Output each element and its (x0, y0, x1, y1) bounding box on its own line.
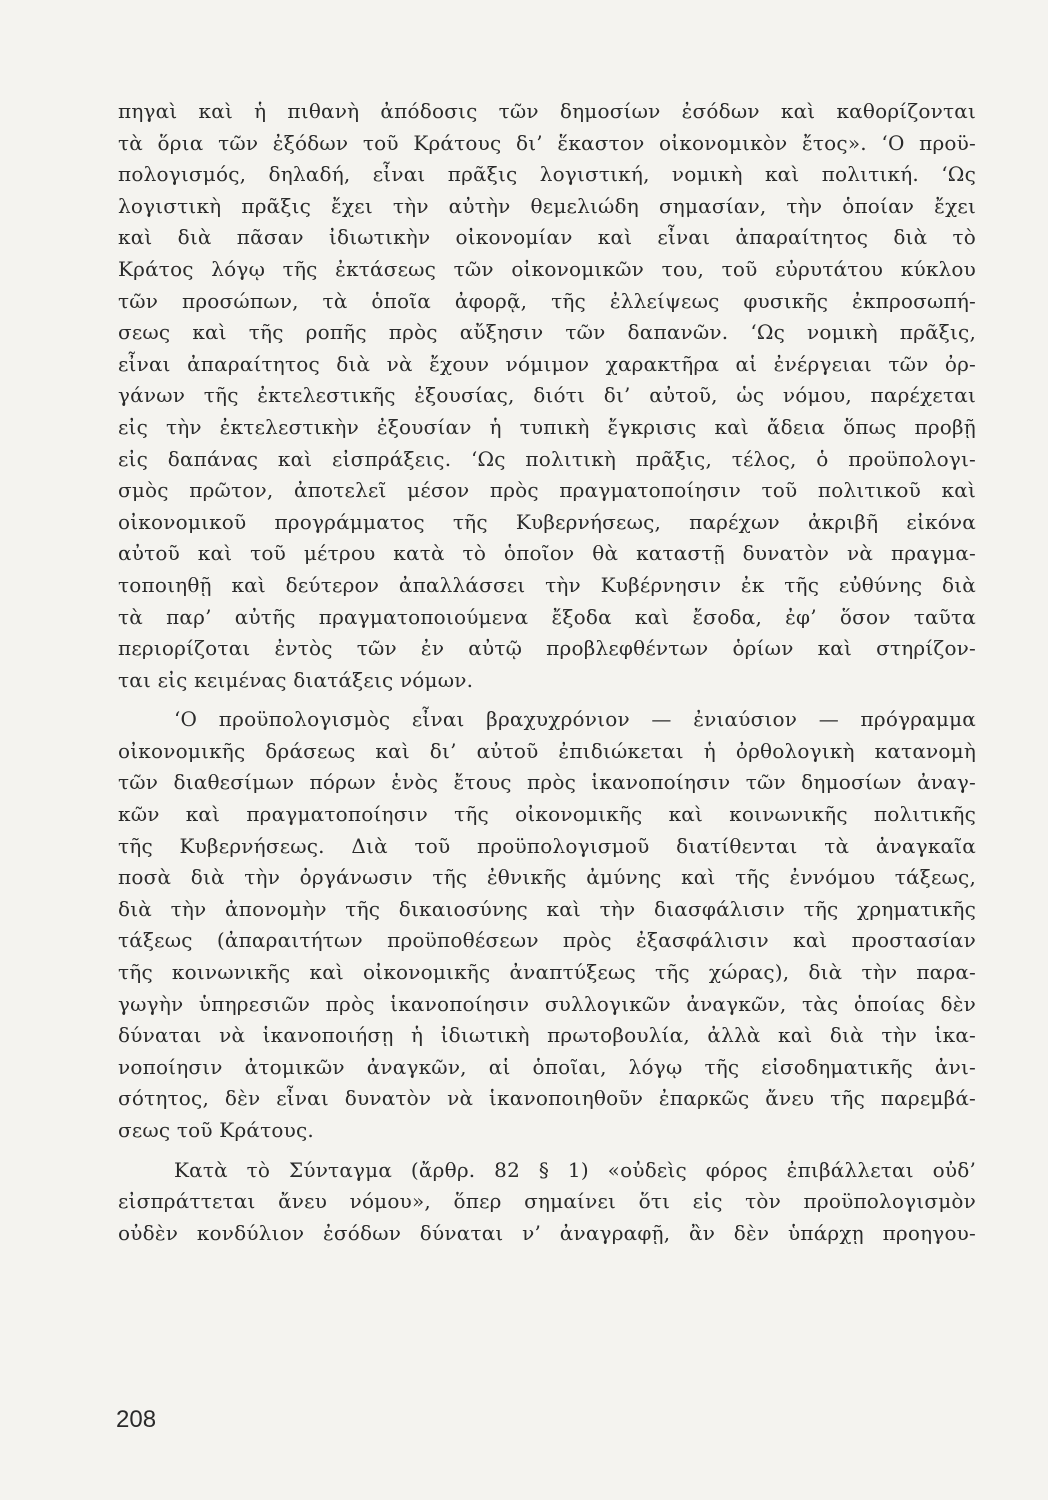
text-line: εἰς δαπάνας καὶ εἰσπράξεις. ‘Ως πολιτικὴ πρᾶξις, τέλος, ὁ προϋπολογι- (118, 446, 976, 471)
text-line: εἶναι ἀπαραίτητος διὰ νὰ ἔχουν νόμιμον χαρακτῆρα αἱ ἐνέργειαι τῶν ὀρ- (118, 351, 976, 376)
text-line: ‘Ο προϋπολογισμὸς εἶναι βραχυχρόνιον — ἐνιαύσιον — πρόγραμμα (174, 707, 976, 732)
text-line: τῶν προσώπων, τὰ ὁποῖα ἀφορᾷ, τῆς ἐλλείψεως φυσικῆς ἐκπροσωπή- (118, 288, 976, 313)
paragraph (118, 96, 976, 696)
text-line: οἰκονομικῆς δράσεως καὶ δι’ αὐτοῦ ἐπιδιώκεται ἡ ὀρθολογικὴ κατανομὴ (118, 738, 976, 763)
text-line: σεως καὶ τῆς ροπῆς πρὸς αὔξησιν τῶν δαπανῶν. ‘Ως νομικὴ πρᾶξις, (118, 320, 976, 345)
text-line: τοποιηθῇ καὶ δεύτερον ἀπαλλάσσει τὴν Κυβέρνησιν ἐκ τῆς εὐθύνης διὰ (118, 572, 976, 597)
paragraph (118, 704, 976, 1146)
text-line: πηγαὶ καὶ ἡ πιθανὴ ἀπόδοσις τῶν δημοσίων ἐσόδων καὶ καθορίζονται (118, 99, 976, 123)
text-line: περιορίζοται ἐντὸς τῶν ἐν αὐτῷ προβλεφθέντων ὁρίων καὶ στηρίζον- (118, 636, 976, 661)
text-line: κῶν καὶ πραγματοποίησιν τῆς οἰκονομικῆς καὶ κοινωνικῆς πολιτικῆς (118, 802, 976, 827)
text-line: νοποίησιν ἀτομικῶν ἀναγκῶν, αἱ ὁποῖαι, λόγῳ τῆς εἰσοδηματικῆς ἀνι- (118, 1054, 976, 1079)
text-line: λογιστικὴ πρᾶξις ἔχει τὴν αὐτὴν θεμελιώδη σημασίαν, τὴν ὁποίαν ἔχει (118, 193, 976, 218)
text-line: εἰς τὴν ἐκτελεστικὴν ἐξουσίαν ἡ τυπικὴ ἔγκρισις καὶ ἄδεια ὅπως προβῇ (118, 414, 976, 439)
text-line: τῆς Κυβερνήσεως. Διὰ τοῦ προϋπολογισμοῦ διατίθενται τὰ ἀναγκαῖα (118, 833, 976, 858)
text-line: τάξεως (ἀπαραιτήτων προϋποθέσεων πρὸς ἐξασφάλισιν καὶ προστασίαν (118, 928, 976, 953)
paragraph-gap (118, 696, 976, 704)
text-line: τῆς κοινωνικῆς καὶ οἰκονομικῆς ἀναπτύξεως τῆς χώρας), διὰ τὴν παρα- (118, 960, 976, 985)
page-number: 208 (116, 1406, 157, 1433)
text-line: γάνων τῆς ἐκτελεστικῆς ἐξουσίας, διότι δι’ αὐτοῦ, ὡς νόμου, παρέχεται (118, 383, 976, 408)
text-line: καὶ διὰ πᾶσαν ἰδιωτικὴν οἰκονομίαν καὶ εἶναι ἀπαραίτητος διὰ τὸ (118, 225, 976, 250)
text-line: σμὸς πρῶτον, ἀποτελεῖ μέσον πρὸς πραγματοποίησιν τοῦ πολιτικοῦ καὶ (118, 478, 976, 503)
paragraph-gap (118, 1147, 976, 1155)
text-line: γωγὴν ὑπηρεσιῶν πρὸς ἱκανοποίησιν συλλογικῶν ἀναγκῶν, τὰς ὁποίας δὲν (118, 991, 976, 1016)
text-line: Κατὰ τὸ Σύνταγμα (ἄρθρ. 82 § 1) «οὐδεὶς φόρος ἐπιβάλλεται οὐδ’ (174, 1157, 976, 1182)
page-body (118, 96, 976, 1249)
text-line: ποσὰ διὰ τὴν ὀργάνωσιν τῆς ἐθνικῆς ἀμύνης καὶ τῆς ἐννόμου τάξεως, (118, 865, 976, 890)
text-line: τὰ ὅρια τῶν ἐξόδων τοῦ Κράτους δι’ ἕκαστον οἰκονομικὸν ἔτος». ‘Ο προϋ- (118, 130, 976, 155)
text-line: διὰ τὴν ἀπονομὴν τῆς δικαιοσύνης καὶ τὴν διασφάλισιν τῆς χρηματικῆς (118, 896, 976, 921)
text-line: σότητος, δὲν εἶναι δυνατὸν νὰ ἱκανοποιηθοῦν ἐπαρκῶς ἄνευ τῆς παρεμβά- (118, 1086, 976, 1111)
text-line: οἰκονομικοῦ προγράμματος τῆς Κυβερνήσεως, παρέχων ἀκριβῆ εἰκόνα (118, 509, 976, 534)
text-line: Κράτος λόγῳ τῆς ἐκτάσεως τῶν οἰκονομικῶν του, τοῦ εὐρυτάτου κύκλου (118, 256, 976, 281)
paragraph (118, 1155, 976, 1250)
text-line: δύναται νὰ ἱκανοποιήσῃ ἡ ἰδιωτικὴ πρωτοβουλία, ἀλλὰ καὶ διὰ τὴν ἱκα- (118, 1023, 976, 1048)
text-line: ται εἰς κειμένας διατάξεις νόμων. (118, 667, 474, 692)
text-line: αὐτοῦ καὶ τοῦ μέτρου κατὰ τὸ ὁποῖον θὰ καταστῇ δυνατὸν νὰ πραγμα- (118, 541, 976, 566)
text-line: εἰσπράττεται ἄνευ νόμου», ὅπερ σημαίνει ὅτι εἰς τὸν προϋπολογισμὸν (118, 1189, 976, 1214)
text-line: τῶν διαθεσίμων πόρων ἑνὸς ἔτους πρὸς ἱκανοποίησιν τῶν δημοσίων ἀναγ- (118, 770, 976, 795)
text-line: οὐδὲν κονδύλιον ἐσόδων δύναται ν’ ἀναγραφῇ, ἂν δὲν ὑπάρχῃ προηγου- (118, 1220, 976, 1245)
text-line: πολογισμός, δηλαδή, εἶναι πρᾶξις λογιστική, νομικὴ καὶ πολιτική. ‘Ως (118, 162, 976, 187)
text-line: σεως τοῦ Κράτους. (118, 1118, 314, 1142)
text-line: τὰ παρ’ αὐτῆς πραγματοποιούμενα ἔξοδα καὶ ἔσοδα, ἐφ’ ὅσον ταῦτα (118, 604, 976, 629)
